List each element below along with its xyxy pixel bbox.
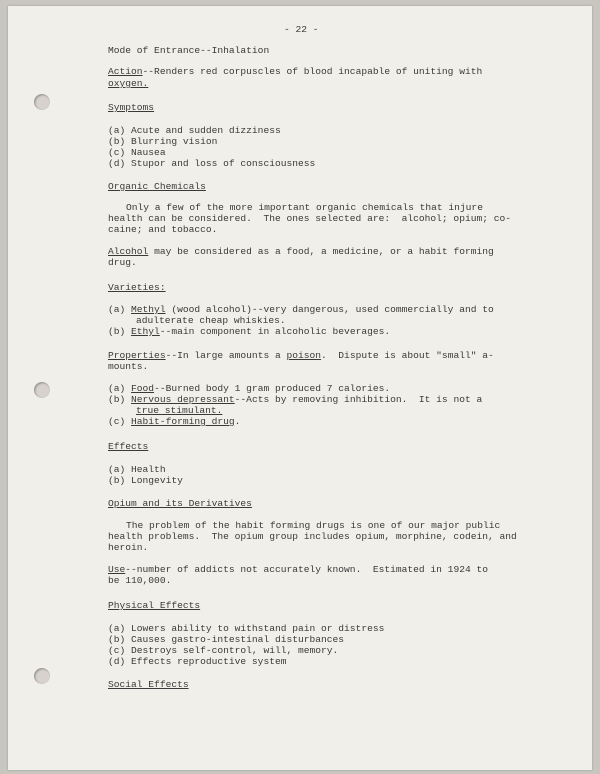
list-item: (a) Health (108, 464, 166, 475)
paragraph-line: caine; and tobacco. (108, 224, 218, 235)
opium-heading: Opium and its Derivatives (108, 498, 252, 509)
paragraph-line: health problems. The opium group includes opium, morphine, codein, and (108, 531, 517, 542)
list-item: (a) Food--Burned body 1 gram produced 7 calories. (108, 383, 391, 394)
properties-line: Properties--In large amounts a poison. Dispute is about "small" a- (108, 350, 494, 361)
physical-heading: Physical Effects (108, 600, 201, 611)
document-page (8, 6, 592, 770)
varieties-heading: Varieties: (108, 282, 166, 293)
social-heading: Social Effects (108, 679, 189, 690)
list-item: (a) Methyl (wood alcohol)--very dangerous, used commercially and to (108, 304, 494, 315)
properties-line-2: mounts. (108, 361, 149, 372)
paragraph-line: The problem of the habit forming drugs is one of our major public (126, 520, 501, 531)
action-line: Action--Renders red corpuscles of blood incapable of uniting with (108, 66, 483, 77)
alcohol-term: Alcohol (108, 246, 149, 257)
use-line: Use--number of addicts not accurately known. Estimated in 1924 to (108, 564, 488, 575)
list-item: (a) Lowers ability to withstand pain or distress (108, 623, 385, 634)
action-line-2: oxygen. (108, 78, 149, 89)
list-item: (d) Stupor and loss of consciousness (108, 158, 316, 169)
effects-heading: Effects (108, 441, 149, 452)
list-item: (b) Ethyl--main component in alcoholic beverages. (108, 326, 391, 337)
symptoms-heading: Symptoms (108, 102, 155, 113)
list-item: (d) Effects reproductive system (108, 656, 287, 667)
action-term: Action (108, 66, 143, 77)
paragraph-line: heroin. (108, 542, 149, 553)
use-line-2: be 110,000. (108, 575, 172, 586)
habit-forming-term: Habit-forming drug (131, 416, 235, 427)
poison-term: poison (286, 350, 322, 361)
methyl-term: Methyl (131, 304, 166, 315)
alcohol-line: Alcohol may be considered as a food, a medicine, or a habit forming (108, 246, 494, 257)
page-number: - 22 - (284, 24, 319, 35)
list-item: (b) Causes gastro-intestinal disturbances (108, 634, 345, 645)
list-item: (b) Longevity (108, 475, 183, 486)
punch-hole (34, 382, 50, 398)
list-item: (c) Habit-forming drug. (108, 416, 241, 427)
mode-of-entrance: Mode of Entrance--Inhalation (108, 45, 270, 56)
paragraph-line: Only a few of the more important organic chemicals that injure (126, 202, 483, 213)
food-term: Food (131, 383, 155, 394)
list-item-continuation: true stimulant. (136, 405, 223, 416)
list-item: (b) Nervous depressant--Acts by removing inhibition. It is not a (108, 394, 483, 405)
paragraph-line: health can be considered. The ones selected are: alcohol; opium; co- (108, 213, 512, 224)
list-item: (c) Nausea (108, 147, 166, 158)
punch-hole (34, 94, 50, 110)
list-item-continuation: adulterate cheap whiskies. (136, 315, 286, 326)
use-term: Use (108, 564, 126, 575)
organic-heading: Organic Chemicals (108, 181, 206, 192)
list-item: (b) Blurring vision (108, 136, 218, 147)
ethyl-term: Ethyl (131, 326, 160, 337)
alcohol-line-2: drug. (108, 257, 137, 268)
properties-term: Properties (108, 350, 166, 361)
list-item: (a) Acute and sudden dizziness (108, 125, 281, 136)
depressant-term: Nervous depressant (131, 394, 235, 405)
list-item: (c) Destroys self-control, will, memory. (108, 645, 339, 656)
punch-hole (34, 668, 50, 684)
